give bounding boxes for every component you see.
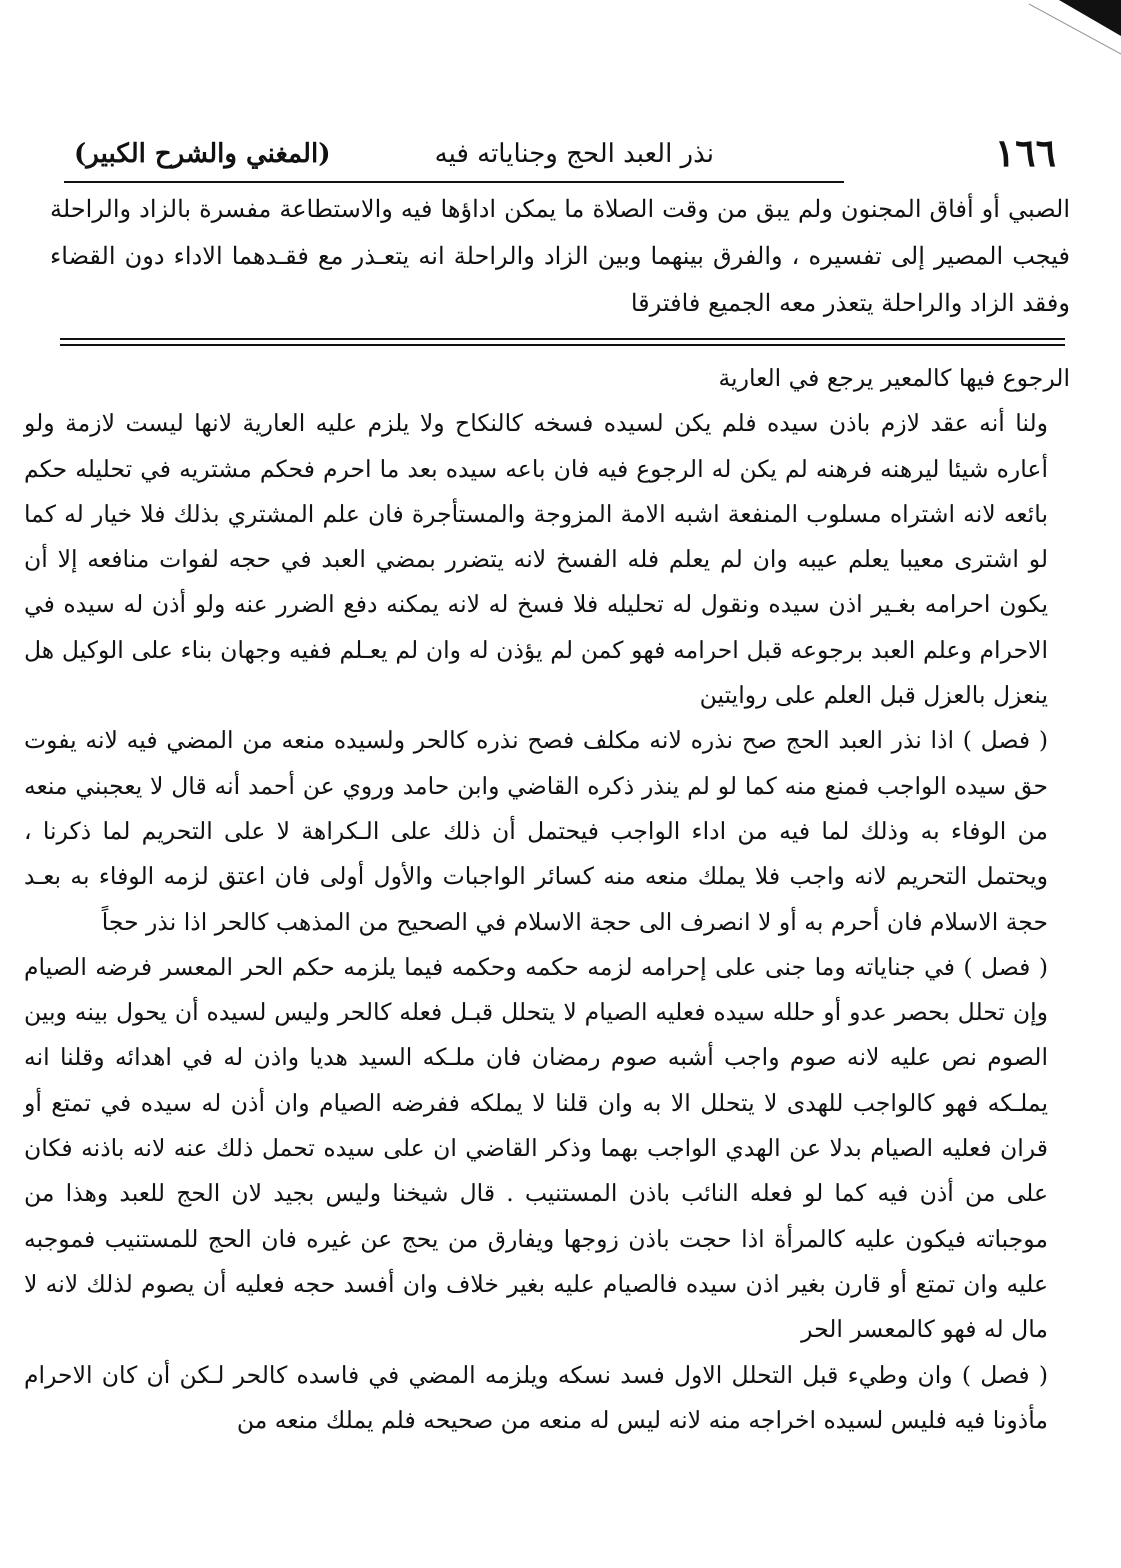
book-title: (المغني والشرح الكبير) xyxy=(74,139,331,169)
divider-line xyxy=(60,338,1065,340)
divider-line xyxy=(60,344,1065,346)
top-paragraph: الصبي أو أفاق المجنون ولم يبق من وقت الصلاة ما يمكن اداؤها فيه والاستطاعة مفسرة بالزاد والراحلة فيجب المصير إلى تفسيره ، والفرق بينهما وبين الزاد والراحلة انه يتعـذر مع فقـدهما الاداء دون القضاء وفقد الزاد والراحلة يتعذر معه الجميع فافترقا xyxy=(50,195,1070,317)
top-section xyxy=(50,186,1070,327)
main-paragraph: الرجوع فيها كالمعير يرجع في العارية xyxy=(718,364,1070,392)
page-header xyxy=(64,130,1064,180)
page-number: ١٦٦ xyxy=(994,130,1056,175)
section-divider xyxy=(60,338,1065,348)
main-paragraph: ( فصل ) اذا نذر العبد الحج صح نذره لانه مكلف فصح نذره كالحر ولسيده منعه من المضي فيه لانه يفوت حق سيده الواجب فمنع منه كما لو لم ينذر ذكره القاضي وابن حامد وروي عن أحمد أنه قال لا يعجبني منعه من الوفاء به وذلك لما فيه من اداء الواجب فيحتمل أن ذلك على الـكراهة لا على التحريم لما ذكرنا ، ويحتمل التحريم لانه واجب فلا يملك منعه منه كسائر الواجبات والأول أولى فان اعتق لزمه الوفاء به بعـد حجة الاسلام فان أحرم به أو لا انصرف الى حجة الاسلام في الصحيح من المذهب كالحر اذا نذر حجاً xyxy=(24,726,1048,936)
main-paragraph: ( فصل ) في جناياته وما جنى على إحرامه لزمه حكمه وحكمه فيما يلزمه حكم الحر المعسر فرضه الصيام وإن تحلل بحصر عدو أو حلله سيده فعليه الصيام لا يتحلل قبـل فعله كالحر وليس لسيده أن يحول بينه وبين الصوم نص عليه لانه صوم واجب أشبه صوم رمضان فان ملـكه السيد هديا واذن له في اهدائه وقلنا انه يملـكه فهو كالواجب للهدى لا يتحلل الا به وان قلنا لا يملكه ففرضه الصيام وان أذن له سيده في تمتع أو قران فعليه الصيام بدلا عن الهدي الواجب بهما وذكر القاضي ان على سيده تحمل ذلك عنه لانه باذنه فكان على من أذن فيه كما لو فعله النائب باذن المستنيب . قال شيخنا وليس بجيد لان الحج للعبد وهذا من موجباته فيكون عليه كالمرأة اذا حجت باذن زوجها ويفارق من يحج عن غيره فان الحج للمستنيب فموجبه عليه وان تمتع أو قارن بغير اذن سيده فالصيام عليه بغير خلاف وان أفسد حجه فعليه أن يصوم لذلك لانه لا مال له فهو كالمعسر الحر xyxy=(24,952,1048,1344)
scan-edge-mark xyxy=(991,0,1121,60)
running-title: نذر العبد الحج وجناياته فيه xyxy=(434,139,714,169)
header-rule xyxy=(64,181,844,183)
main-paragraph: ( فصل ) وان وطيء قبل التحلل الاول فسد نسكه ويلزمه المضي في فاسده كالحر لـكن أن كان الاحرام مأذونا فيه فليس لسيده اخراجه منه لانه ليس له منعه من صحيحه فلم يملك منعه من xyxy=(24,1360,1048,1434)
main-paragraph: ولنا أنه عقد لازم باذن سيده فلم يكن لسيده فسخه كالنكاح ولا يلزم عليه العارية لانها ليست لازمة ولو أعاره شيئا ليرهنه فرهنه لم يكن له الرجوع فيه فان باعه سيده بعد ما احرم فحكم مشتريه في تحليله حكم بائعه لانه اشتراه مسلوب المنفعة اشبه الامة المزوجة والمستأجرة فان علم المشتري بذلك فلا خيار له كما لو اشترى معيبا يعلم عيبه وان لم يعلم فله الفسخ لانه يتضرر بمضي العبد في حجه لفوات منافعه إلا أن يكون احرامه بغـير اذن سيده ونقول له تحليله فلا فسخ له لانه يمكنه دفع الضرر عنه ولو أذن له سيده في الاحرام وعلم العبد برجوعه قبل احرامه فهو كمن لم يؤذن له وان لم يعـلم ففيه وجهان بناء على الوكيل هل ينعزل بالعزل قبل العلم على روايتين xyxy=(24,409,1048,710)
main-section xyxy=(24,356,1070,1443)
